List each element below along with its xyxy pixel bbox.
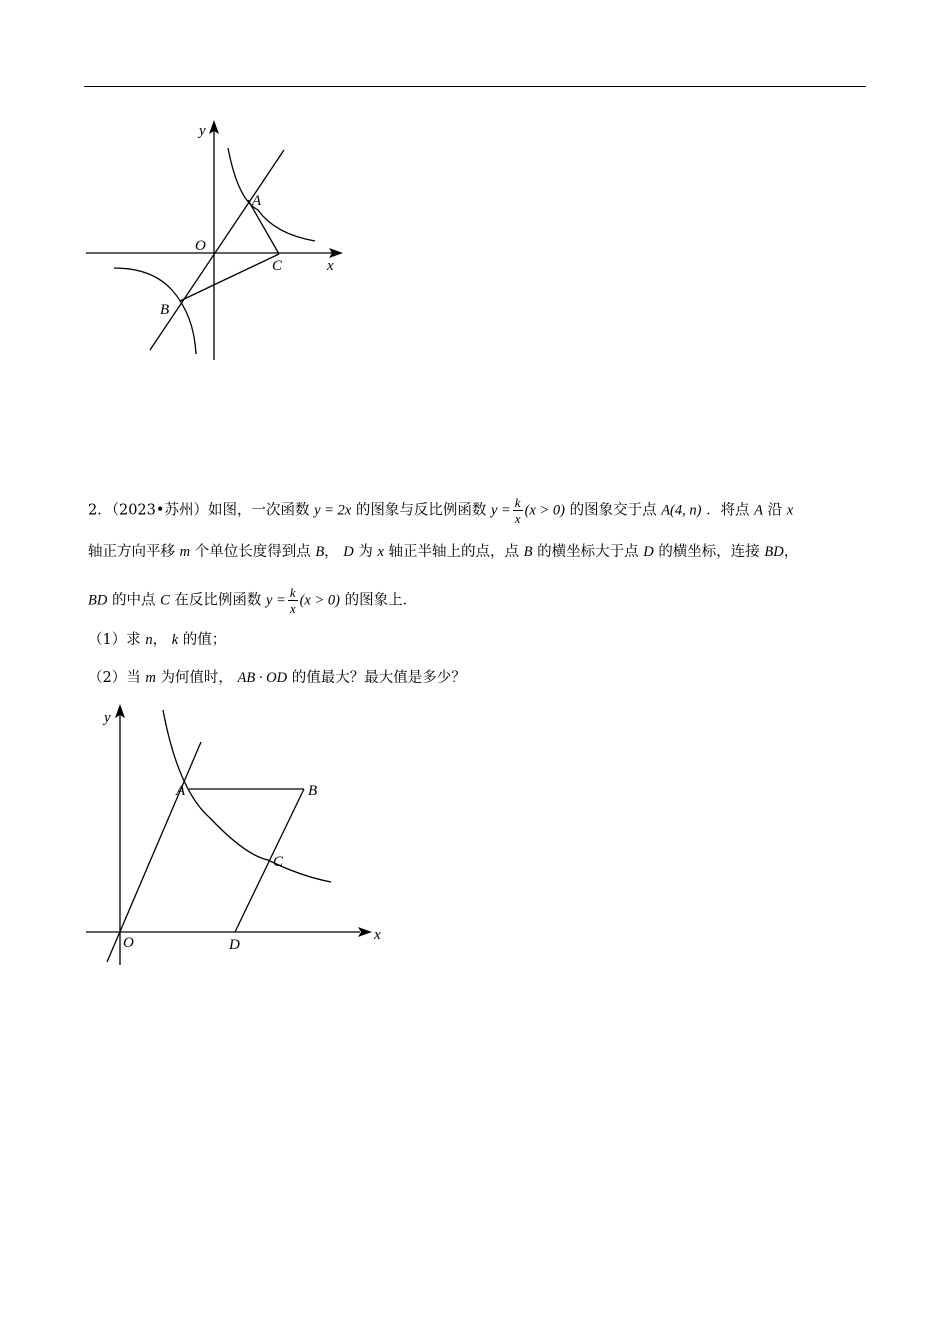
math-condition: (x > 0) bbox=[299, 592, 340, 609]
math-var: A bbox=[754, 502, 764, 519]
math-var: D bbox=[343, 544, 354, 560]
problem-line-2 bbox=[88, 542, 798, 562]
fig1-label-b: B bbox=[160, 302, 170, 318]
fraction-k-over-x bbox=[288, 585, 298, 616]
text: 的横坐标大于点 bbox=[537, 544, 639, 560]
fig2-label-o: O bbox=[123, 935, 134, 951]
fig1-line-ab bbox=[150, 150, 284, 350]
text: 如图，一次函数 bbox=[207, 502, 310, 519]
frac-num: k bbox=[289, 585, 296, 600]
math-var: C bbox=[160, 592, 170, 609]
text: 的值最大？最大值是多少？ bbox=[291, 670, 466, 686]
math-var: x bbox=[377, 544, 384, 560]
frac-den: x bbox=[289, 601, 296, 616]
fig1-label-c: C bbox=[272, 258, 283, 274]
math-var: m bbox=[179, 544, 191, 560]
fig2-hyperbola bbox=[163, 710, 331, 882]
fig1-label-a: A bbox=[252, 193, 262, 209]
text: 的值； bbox=[182, 632, 227, 648]
fig1-segment-bc bbox=[180, 254, 279, 301]
fig1-label-o: O bbox=[195, 238, 206, 254]
text: 的图象与反比例函数 bbox=[355, 502, 487, 519]
text: （2）当 bbox=[88, 670, 141, 686]
frac-den: x bbox=[514, 511, 521, 526]
text: ， bbox=[324, 544, 339, 560]
math-var: B bbox=[315, 544, 325, 560]
text: （1）求 bbox=[88, 632, 141, 648]
fig1-y-arrow bbox=[209, 120, 219, 134]
text: 轴正方向平移 bbox=[88, 544, 175, 560]
math-var: n bbox=[145, 632, 153, 648]
text: 在反比例函数 bbox=[174, 592, 262, 609]
fig2-label-y: y bbox=[104, 710, 111, 726]
fig1-hyperbola-q3 bbox=[114, 268, 196, 354]
math-y-eq: y = bbox=[490, 502, 511, 519]
fraction-k-over-x bbox=[513, 495, 523, 526]
question-1 bbox=[88, 630, 226, 650]
fig2-line-oa bbox=[107, 742, 201, 962]
fig2-label-d: D bbox=[229, 937, 240, 953]
text: 沿 bbox=[767, 502, 783, 519]
text: 的图象交于点 bbox=[569, 502, 657, 519]
problem-source: （2023•苏州） bbox=[111, 502, 208, 519]
fig1-segment-ac bbox=[248, 200, 279, 254]
problem-line-1 bbox=[88, 495, 793, 526]
fig1-label-y: y bbox=[199, 123, 206, 139]
text: 为何值时， bbox=[160, 670, 233, 686]
math-var: BD bbox=[764, 544, 784, 560]
question-2 bbox=[88, 668, 466, 688]
text: ， bbox=[152, 632, 168, 648]
math-var: B bbox=[523, 544, 533, 560]
problem-line-3 bbox=[88, 585, 417, 616]
math-var: m bbox=[145, 670, 156, 686]
math-line-eq: y = 2x bbox=[314, 502, 352, 519]
text: 为 bbox=[358, 544, 373, 560]
fig1-label-x: x bbox=[327, 258, 334, 274]
fig2-label-x: x bbox=[374, 927, 381, 943]
fig2-x-arrow bbox=[358, 927, 372, 937]
math-var: x bbox=[786, 502, 794, 519]
text: ．将点 bbox=[706, 502, 750, 519]
fig1-x-arrow bbox=[329, 248, 343, 258]
text: 的横坐标，连接 bbox=[658, 544, 760, 560]
math-expression: AB · OD bbox=[237, 670, 288, 686]
text: 的中点 bbox=[111, 592, 156, 609]
math-point-a: A(4, n) bbox=[661, 502, 702, 519]
text: 个单位长度得到点 bbox=[194, 544, 311, 560]
math-condition: (x > 0) bbox=[524, 502, 565, 519]
fig2-segment-bd bbox=[235, 789, 304, 932]
text: 轴正半轴上的点，点 bbox=[388, 544, 520, 560]
math-var: k bbox=[171, 632, 179, 648]
fig2-label-a: A bbox=[176, 783, 186, 799]
text: ， bbox=[783, 544, 799, 560]
math-y-eq: y = bbox=[265, 592, 286, 609]
problem-number: 2． bbox=[88, 502, 112, 519]
fig1-hyperbola-q1 bbox=[228, 148, 315, 241]
header-rule bbox=[84, 86, 866, 87]
fig2-label-c: C bbox=[273, 854, 284, 870]
frac-num: k bbox=[514, 495, 521, 510]
math-var: BD bbox=[88, 592, 108, 609]
text: 的图象上． bbox=[344, 592, 418, 609]
fig2-y-arrow bbox=[115, 704, 125, 718]
fig2-label-b: B bbox=[308, 783, 318, 799]
math-var: D bbox=[643, 544, 654, 560]
